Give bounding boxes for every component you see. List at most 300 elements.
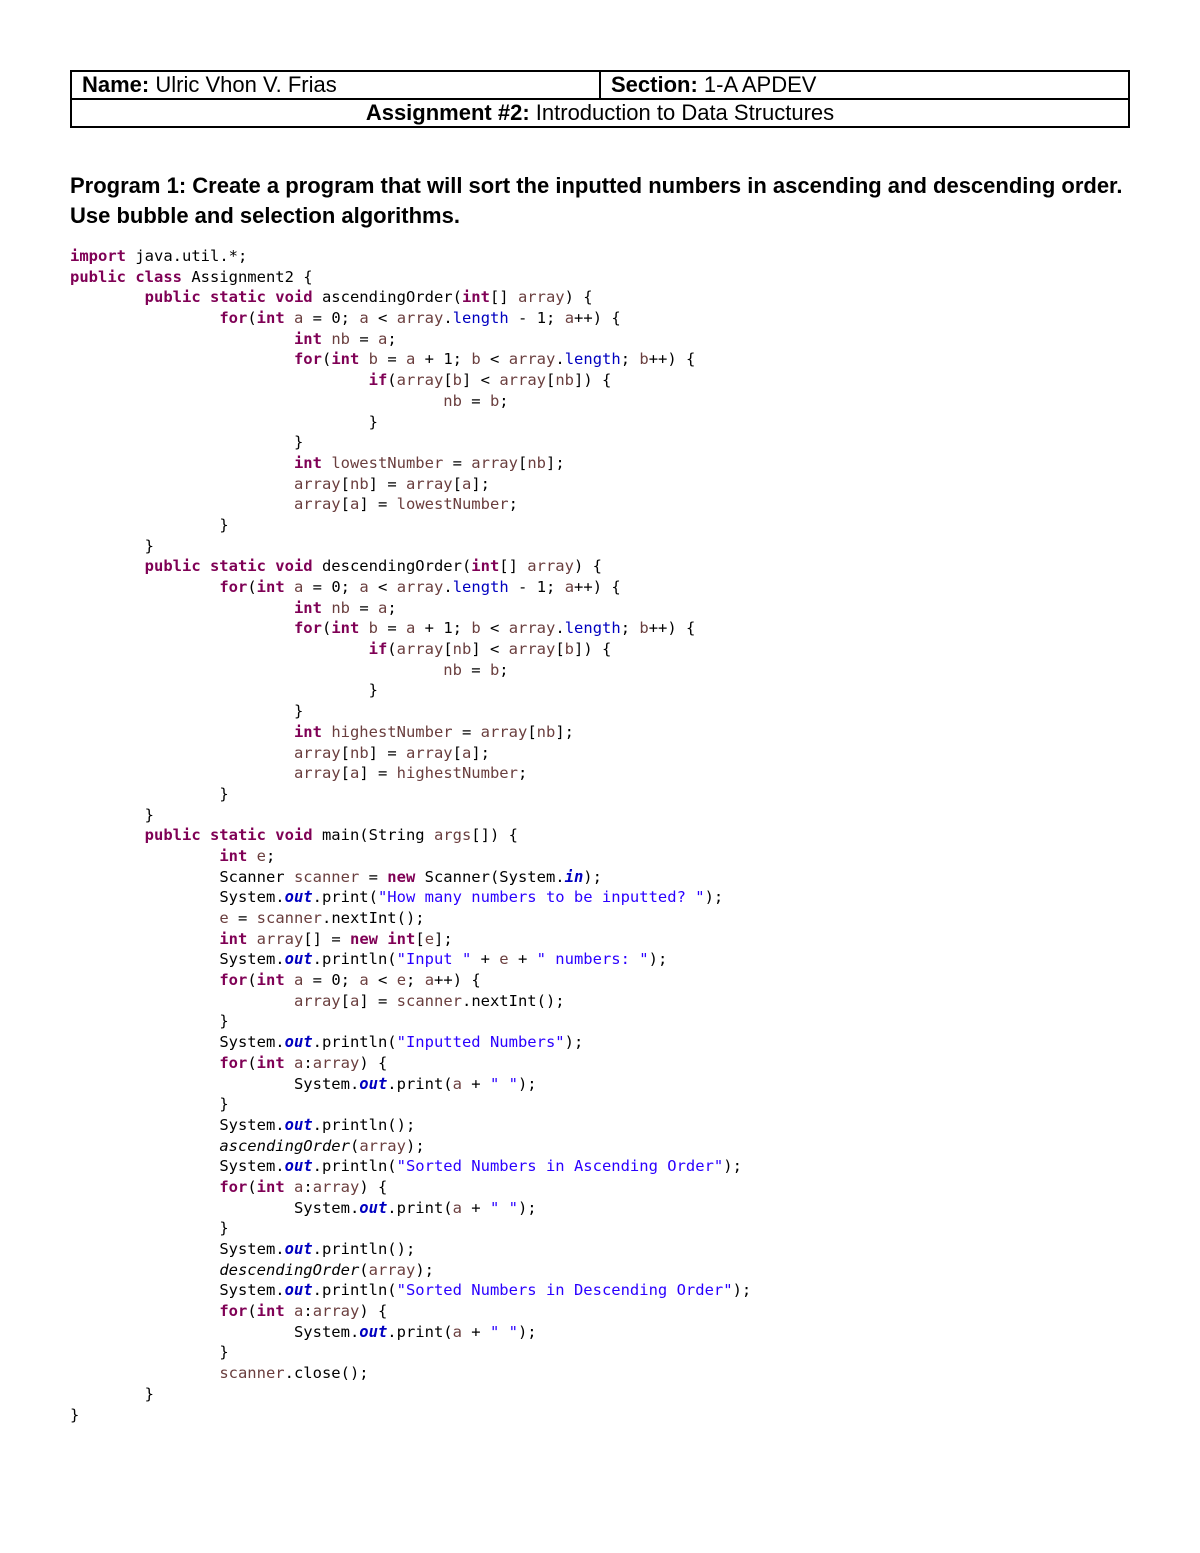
code-token: = 0;: [303, 578, 360, 596]
code-token: array: [396, 640, 444, 659]
code-token: }: [70, 1095, 229, 1114]
code-token: [: [452, 474, 462, 493]
code-token: a: [359, 971, 369, 990]
code-token: ;: [499, 660, 509, 679]
code-token: ) {: [359, 1302, 388, 1321]
code-line: [70, 1198, 751, 1219]
code-token: }: [70, 681, 378, 700]
code-token: array: [508, 640, 556, 659]
code-token: ;: [517, 764, 528, 783]
code-token: e: [219, 909, 229, 927]
code-line: [70, 763, 751, 784]
code-token: [322, 454, 331, 472]
code-token: .: [555, 350, 565, 369]
code-token: }: [70, 433, 304, 452]
code-line: [70, 1363, 751, 1384]
code-token: .println(: [312, 1281, 397, 1300]
code-token: <: [368, 971, 397, 990]
code-token: a: [349, 991, 360, 1010]
code-token: [: [340, 474, 350, 493]
code-token: nb: [331, 598, 350, 617]
code-token: ++) {: [574, 309, 621, 328]
code-token: ;: [387, 329, 397, 348]
code-token: System.: [70, 950, 285, 969]
code-token: [: [340, 764, 350, 783]
code-line: [70, 515, 751, 536]
code-token: b: [471, 619, 481, 638]
code-token: array: [368, 1260, 416, 1279]
code-token: a: [462, 474, 472, 493]
code-token: highestNumber: [331, 722, 453, 741]
code-token: [322, 599, 331, 617]
code-token: a: [406, 350, 416, 369]
code-token: length: [452, 309, 509, 328]
code-token: a: [564, 309, 575, 328]
code-token: [: [340, 495, 350, 514]
code-token: (: [387, 640, 397, 659]
code-token: " ": [489, 1198, 518, 1217]
code-token: b: [489, 391, 500, 410]
code-token: (: [247, 309, 257, 328]
code-token: =: [461, 391, 490, 410]
code-token: [285, 1178, 294, 1196]
code-token: +: [461, 1198, 490, 1217]
code-token: ++) {: [648, 619, 696, 638]
code-token: [70, 330, 294, 348]
code-token: [70, 971, 219, 989]
code-token: [] =: [303, 929, 350, 948]
code-token: [: [443, 371, 453, 390]
code-token: scanner: [396, 991, 462, 1010]
code-token: array: [293, 764, 341, 783]
code-token: );: [517, 1198, 537, 1217]
code-token: - 1;: [508, 578, 565, 596]
section-label: Section:: [611, 72, 698, 97]
code-line: [70, 474, 751, 495]
code-token: .nextInt();: [461, 991, 565, 1010]
code-token: [70, 1302, 219, 1320]
code-token: (: [321, 350, 332, 369]
code-token: ++) {: [648, 350, 696, 369]
code-line: [70, 1260, 751, 1281]
code-token: length: [564, 619, 621, 638]
code-token: [70, 826, 145, 844]
code-token: .println();: [312, 1115, 416, 1134]
code-token: =: [378, 619, 406, 638]
code-line: [70, 846, 751, 867]
task-description: Program 1: Create a program that will sort the inputted numbers in ascending and descending order. Use bubble and selection algorithms.: [70, 173, 1123, 228]
code-token: a: [452, 1074, 462, 1093]
code-token: .println(: [312, 1157, 397, 1176]
section-cell: [600, 71, 1129, 99]
code-token: ++) {: [574, 578, 621, 596]
code-token: b: [564, 640, 575, 659]
code-token: :: [303, 1053, 313, 1072]
code-token: [285, 578, 294, 596]
code-token: [70, 909, 219, 927]
code-token: [70, 288, 145, 306]
code-token: int: [256, 1177, 285, 1196]
code-token: b: [368, 350, 378, 369]
code-token: [: [517, 453, 528, 472]
code-line: [70, 267, 751, 288]
code-line: [70, 1405, 751, 1426]
code-line: [70, 1032, 751, 1053]
code-token: scanner: [219, 1364, 285, 1383]
code-token: }: [70, 1405, 80, 1424]
code-token: [: [340, 991, 350, 1010]
code-token: descendingOrder: [219, 1260, 360, 1279]
code-token: new: [387, 867, 416, 886]
code-line: [70, 1177, 751, 1198]
code-token: }: [70, 1012, 229, 1031]
code-token: [: [443, 640, 453, 659]
code-token: " ": [489, 1074, 518, 1093]
code-token: +: [508, 950, 537, 969]
code-token: );: [723, 1157, 742, 1176]
code-token: =: [461, 660, 490, 679]
code-token: }: [70, 1343, 229, 1362]
code-token: out: [284, 1157, 313, 1176]
code-token: public static void: [144, 557, 313, 576]
code-token: a: [294, 1177, 304, 1196]
code-token: array: [471, 453, 518, 472]
code-token: ;: [266, 846, 276, 865]
code-token: b: [452, 371, 462, 390]
code-token: out: [284, 1240, 313, 1258]
code-line: [70, 1011, 751, 1032]
code-token: lowestNumber: [396, 495, 509, 514]
code-token: ] =: [359, 495, 397, 514]
code-token: System.: [70, 1281, 285, 1300]
code-line: [70, 618, 751, 639]
code-token: int: [256, 1302, 285, 1321]
code-token: []: [499, 557, 528, 576]
code-token: array: [312, 1053, 360, 1072]
code-token: array: [508, 619, 556, 638]
code-token: a: [462, 743, 472, 762]
code-token: (: [247, 1177, 257, 1196]
header-row-name-section: [71, 71, 1129, 99]
assignment-label: Assignment #2:: [365, 100, 530, 125]
code-line: [70, 639, 751, 660]
code-token: nb: [527, 453, 546, 472]
assignment-header-table: [70, 70, 1130, 128]
code-token: array: [517, 288, 565, 307]
code-token: a: [349, 495, 360, 514]
code-token: if: [368, 640, 388, 659]
code-token: ];: [471, 474, 491, 493]
code-token: ];: [545, 453, 565, 472]
code-token: System.: [70, 1074, 360, 1093]
code-token: [70, 578, 219, 596]
code-line: [70, 1115, 751, 1136]
code-token: a: [294, 578, 304, 596]
code-line: [70, 494, 751, 515]
code-token: <: [480, 619, 509, 638]
code-token: );: [517, 1322, 537, 1341]
code-token: [70, 1261, 219, 1279]
code-token: [: [555, 640, 565, 659]
code-line: [70, 743, 751, 764]
code-token: [70, 1054, 219, 1072]
code-line: [70, 701, 751, 722]
code-token: .print(: [387, 1322, 453, 1341]
code-token: ;: [620, 350, 640, 369]
code-token: +: [471, 950, 500, 969]
code-token: [70, 371, 369, 389]
code-token: [70, 1137, 219, 1155]
code-line: [70, 453, 751, 474]
code-line: [70, 246, 751, 267]
code-line: [70, 1239, 751, 1260]
code-token: ;: [499, 391, 509, 410]
code-token: array: [256, 929, 304, 948]
code-token: lowestNumber: [331, 453, 444, 472]
code-token: a: [377, 329, 388, 348]
code-token: .println(: [312, 1033, 397, 1052]
code-token: .: [443, 578, 453, 596]
code-token: [70, 495, 294, 513]
code-token: int: [219, 929, 248, 948]
code-token: [378, 930, 387, 948]
code-token: ) {: [359, 1053, 388, 1072]
code-token: a: [294, 1053, 304, 1072]
code-token: [70, 557, 145, 575]
code-token: a: [359, 578, 369, 596]
header-row-assignment: [71, 99, 1129, 127]
code-token: out: [359, 1198, 388, 1217]
code-line: [70, 1156, 751, 1177]
code-token: a: [294, 971, 304, 990]
code-token: int: [256, 309, 285, 328]
code-token: ] <: [462, 371, 500, 390]
code-token: (: [247, 578, 257, 596]
code-token: ) {: [573, 557, 602, 576]
code-token: int: [293, 722, 322, 741]
code-line: [70, 370, 751, 391]
code-token: nb: [443, 660, 462, 679]
code-token: b: [368, 619, 378, 638]
code-token: out: [284, 1033, 313, 1052]
code-line: [70, 970, 751, 991]
name-cell: [71, 71, 600, 99]
code-token: a: [294, 1302, 304, 1321]
code-token: array: [293, 991, 341, 1010]
code-token: [285, 1302, 294, 1320]
code-token: System.: [70, 1240, 285, 1258]
code-token: [70, 640, 369, 658]
code-line: [70, 1322, 751, 1343]
code-token: for: [219, 309, 248, 328]
code-token: .nextInt();: [321, 909, 425, 927]
code-token: int: [256, 578, 285, 596]
code-token: array: [396, 309, 444, 328]
code-token: a: [452, 1322, 462, 1341]
code-token: e: [424, 929, 435, 948]
code-token: array: [293, 743, 341, 762]
code-token: }: [70, 536, 154, 555]
code-token: [70, 1178, 219, 1196]
code-token: for: [219, 971, 248, 990]
code-token: public class: [70, 267, 182, 286]
code-token: nb: [536, 722, 556, 741]
code-token: e: [396, 971, 407, 990]
code-token: int: [293, 453, 322, 472]
code-token: }: [70, 805, 154, 824]
code-token: [70, 992, 294, 1010]
code-token: array: [293, 495, 341, 514]
code-token: main(String: [312, 826, 434, 845]
code-token: public static void: [144, 826, 313, 845]
code-token: .println();: [312, 1240, 416, 1258]
code-token: );: [648, 950, 668, 969]
code-token: );: [732, 1281, 752, 1300]
code-line: [70, 1074, 751, 1095]
code-token: descendingOrder(: [312, 557, 472, 576]
code-token: [70, 475, 294, 493]
code-token: [70, 744, 294, 762]
code-token: b: [639, 619, 649, 638]
code-token: [247, 847, 256, 865]
code-token: []) {: [471, 826, 518, 845]
code-token: ;: [508, 495, 518, 514]
code-token: array: [405, 743, 453, 762]
code-token: public static void: [144, 288, 313, 307]
code-token: a: [359, 309, 369, 328]
code-line: [70, 1301, 751, 1322]
code-line: [70, 349, 751, 370]
code-token: [285, 309, 294, 327]
code-token: = 0;: [303, 309, 360, 328]
code-token: System.: [70, 1322, 360, 1341]
code-token: [70, 619, 294, 637]
code-token: for: [293, 619, 322, 638]
code-token: [70, 847, 219, 865]
code-token: +: [461, 1074, 490, 1093]
code-token: <: [368, 578, 397, 596]
code-token: if: [368, 371, 388, 390]
code-token: [70, 1364, 219, 1382]
code-token: array: [480, 722, 528, 741]
code-token: .print(: [312, 888, 378, 907]
code-token: );: [564, 1033, 584, 1052]
code-token: a: [452, 1198, 462, 1217]
code-token: .close();: [284, 1364, 369, 1383]
code-token: e: [256, 846, 266, 865]
code-token: Scanner(System.: [415, 867, 565, 886]
code-token: ++) {: [434, 971, 481, 990]
code-token: ;: [620, 619, 640, 638]
code-line: [70, 598, 751, 619]
code-token: "Inputted Numbers": [396, 1033, 565, 1052]
name-value: Ulric Vhon V. Frias: [155, 72, 337, 97]
code-token: scanner: [256, 909, 322, 927]
code-token: int: [331, 350, 360, 369]
code-token: a: [377, 598, 388, 617]
code-token: =: [349, 598, 378, 617]
code-token: out: [359, 1074, 388, 1093]
code-token: a: [424, 971, 435, 990]
code-token: +: [461, 1322, 490, 1341]
code-token: for: [293, 350, 322, 369]
code-line: [70, 1280, 751, 1301]
code-token: array: [312, 1302, 360, 1321]
code-token: a: [564, 578, 575, 596]
code-token: <: [480, 350, 509, 369]
code-line: [70, 1094, 751, 1115]
code-token: }: [70, 702, 304, 721]
code-token: array: [396, 578, 444, 596]
code-line: [70, 949, 751, 970]
code-token: [285, 1054, 294, 1072]
code-token: for: [219, 1177, 248, 1196]
code-token: ] =: [368, 743, 406, 762]
code-token: =: [359, 867, 388, 886]
code-line: [70, 556, 751, 577]
code-token: array: [312, 1177, 360, 1196]
code-line: [70, 577, 751, 598]
code-token: b: [489, 660, 500, 679]
code-token: out: [284, 1115, 313, 1134]
code-token: =: [452, 722, 481, 741]
code-token: (: [359, 1260, 369, 1279]
code-line: [70, 784, 751, 805]
code-token: int: [219, 846, 248, 865]
code-token: b: [639, 350, 649, 369]
code-line: [70, 825, 751, 846]
code-token: "Sorted Numbers in Descending Order": [396, 1281, 733, 1300]
assignment-cell: [71, 99, 1129, 127]
code-token: .print(: [387, 1074, 453, 1093]
code-token: );: [517, 1074, 537, 1093]
code-token: :: [303, 1177, 313, 1196]
code-token: nb: [349, 743, 369, 762]
code-token: + 1;: [415, 350, 472, 369]
code-token: nb: [452, 640, 472, 659]
code-token: array: [359, 1136, 406, 1155]
code-token: );: [583, 867, 602, 886]
code-token: " ": [489, 1322, 518, 1341]
code-token: ] <: [471, 640, 509, 659]
code-token: =: [443, 453, 472, 472]
code-line: [70, 412, 751, 433]
code-token: }: [70, 515, 229, 534]
code-token: ] =: [368, 474, 406, 493]
code-token: =: [349, 329, 378, 348]
code-token: import: [70, 247, 126, 265]
code-token: }: [70, 412, 378, 431]
code-line: [70, 432, 751, 453]
code-token: nb: [349, 474, 369, 493]
code-token: [322, 723, 331, 741]
code-line: [70, 660, 751, 681]
code-line: [70, 680, 751, 701]
code-token: System.: [70, 1115, 285, 1134]
code-token: java.util.*;: [126, 247, 248, 265]
code-token: array: [293, 474, 341, 493]
code-line: [70, 908, 751, 929]
code-token: System.: [70, 1157, 285, 1176]
code-token: [70, 764, 294, 782]
code-line: [70, 867, 751, 888]
code-token: [: [546, 371, 556, 390]
code-token: "Input ": [396, 950, 472, 969]
code-token: array: [527, 557, 574, 576]
code-token: ascendingOrder: [219, 1136, 350, 1155]
code-token: ;: [406, 971, 425, 990]
code-line: [70, 805, 751, 826]
